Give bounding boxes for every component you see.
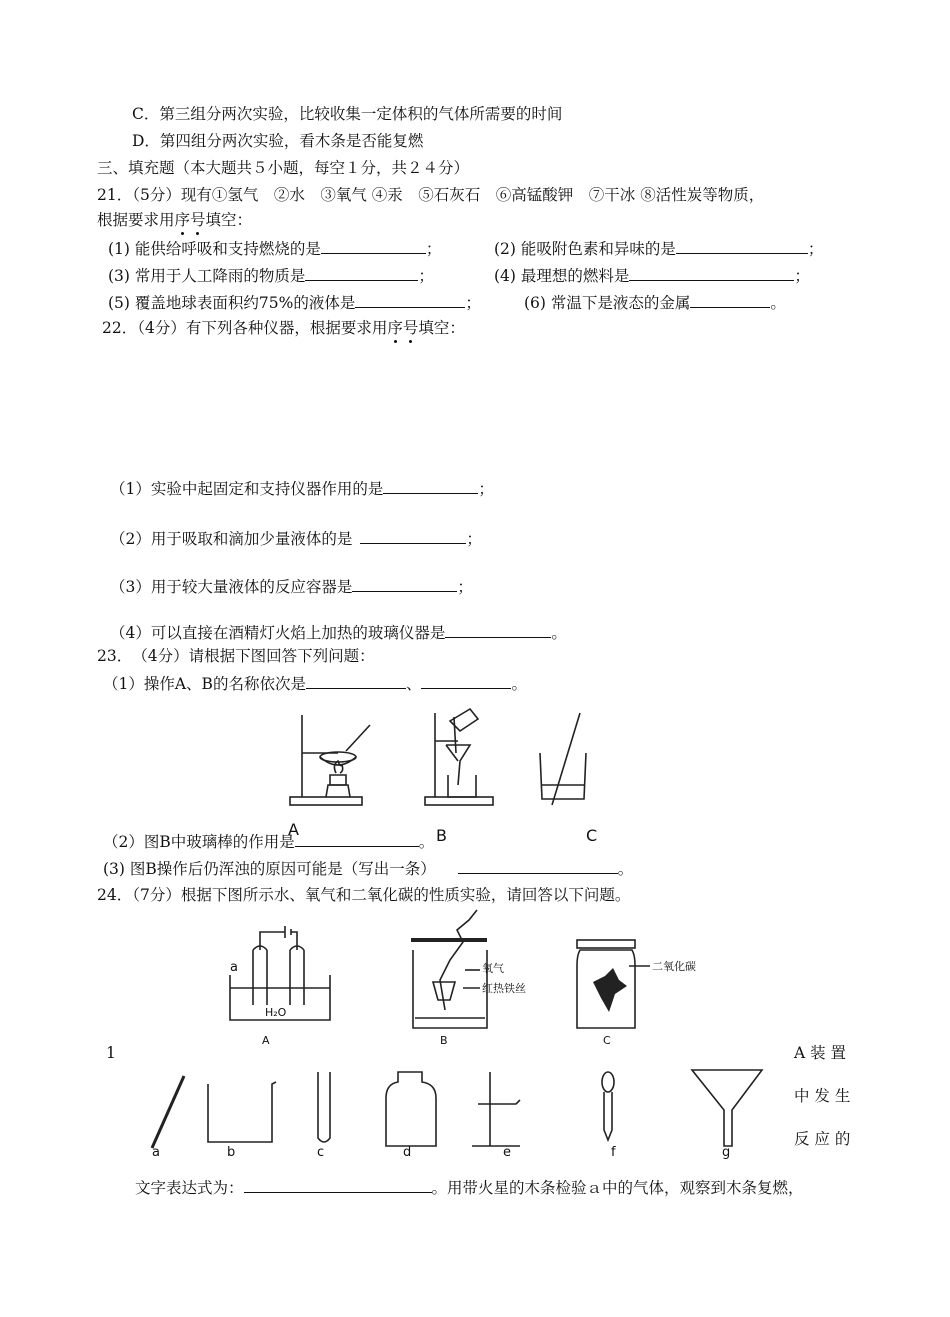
punct: ；: [807, 240, 824, 258]
q23-intro: 23． （4分）请根据下图回答下列问题：: [97, 647, 375, 665]
q23-item-3: [103, 858, 633, 879]
q24-item-number: 1: [106, 1044, 116, 1062]
q21-item-2: [494, 238, 823, 259]
punct: ；: [425, 240, 442, 258]
answer-blank[interactable]: [321, 238, 426, 254]
q24-side-text-2: 中 发 生: [794, 1087, 851, 1105]
q21-5-text: (5) 覆盖地球表面积约75%的液体是: [108, 294, 356, 312]
punct: ；: [478, 480, 494, 498]
q23-item-1: [103, 673, 527, 694]
answer-blank[interactable]: [458, 858, 618, 874]
q24-side-text-3: 反 应 的: [794, 1130, 851, 1148]
q23-3-text: (3) 图B操作后仍浑浊的原因可能是（写出一条）: [103, 860, 436, 878]
answer-blank[interactable]: [355, 292, 465, 308]
punct: 。: [551, 624, 567, 642]
answer-blank[interactable]: [676, 238, 808, 254]
answer-blank[interactable]: [244, 1177, 432, 1193]
answer-blank[interactable]: [295, 831, 419, 847]
apparatus-a: [290, 715, 370, 805]
q22-4-text: （4）可以直接在酒精灯火焰上加热的玻璃仪器是: [110, 624, 446, 642]
fig24-label-a: A: [262, 1034, 270, 1047]
punct: ；: [466, 530, 482, 548]
q23-2-text: （2）图B中玻璃棒的作用是: [103, 833, 295, 851]
emphasis-char: 号: [190, 211, 206, 229]
label-co2: 二氧化碳: [652, 960, 696, 973]
q23-item-2: [103, 831, 434, 852]
punct: 。: [617, 860, 634, 878]
q22-item-3: [110, 576, 473, 597]
q21-intro: 21．（5分）现有①氢气 ②水 ③氧气 ④汞 ⑤石灰石 ⑥高锰酸钾 ⑦干冰 ⑧活性炭等物质，: [97, 186, 765, 204]
apparatus-b: [425, 709, 493, 805]
q22-intro: [102, 318, 465, 338]
option-c: C．第三组分两次实验，比较收集一定体积的气体所需要的时间: [132, 105, 563, 123]
q22-item-4: [110, 622, 567, 643]
answer-blank[interactable]: [352, 576, 457, 592]
q21-instr-pre: 根据要求用: [97, 211, 175, 229]
fig24-label-b: B: [440, 1034, 448, 1047]
punct: 。: [770, 294, 786, 312]
fig23-label-c: C: [586, 826, 598, 845]
answer-blank[interactable]: [690, 292, 770, 308]
q21-4-text: (4) 最理想的燃料是: [494, 267, 630, 285]
answer-blank[interactable]: [306, 673, 406, 689]
emphasis-char: 序: [174, 211, 191, 229]
co2-jar-apparatus: [577, 940, 650, 1028]
instrument-label-g: g: [722, 1145, 731, 1160]
instrument-label-c: c: [317, 1145, 325, 1160]
q21-item-6: [524, 292, 786, 313]
q22-1-text: （1）实验中起固定和支持仪器作用的是: [110, 480, 384, 498]
section-3-heading: 三、填充题（本大题共５小题，每空１分，共２４分）: [97, 159, 470, 177]
punct: ；: [465, 294, 481, 312]
q24-item-1: [135, 1177, 804, 1198]
q22-post: 填空：: [418, 319, 465, 337]
q21-item-1: [108, 238, 441, 259]
instrument-label-a: a: [152, 1145, 160, 1160]
q22-3-text: （3）用于较大量液体的反应容器是: [110, 578, 353, 596]
q23-figure: [280, 705, 620, 845]
emphasis-char: 号: [402, 319, 419, 337]
q24-intro: 24．（7分）根据下图所示水、氧气和二氧化碳的性质实验，请回答以下问题。: [97, 886, 631, 904]
q21-item-3: [108, 265, 434, 286]
label-h2o: H₂O: [265, 1006, 287, 1019]
q24-figure: [225, 920, 725, 1035]
label-iron: 红热铁丝: [482, 982, 526, 995]
q21-6-text: (6) 常温下是液态的金属: [524, 294, 691, 312]
punct: 。: [511, 675, 527, 693]
q21-1-text: (1) 能供给呼吸和支持燃烧的是: [108, 240, 321, 258]
q24-last-text: 文字表达式为：: [135, 1179, 244, 1197]
instruments-figure: [140, 1070, 780, 1150]
q23-1-text: （1）操作A、B的名称依次是: [103, 675, 306, 693]
q21-3-text: (3) 常用于人工降雨的物质是: [108, 267, 306, 285]
answer-blank[interactable]: [629, 265, 794, 281]
q22-item-2: [110, 528, 482, 549]
punct: ；: [418, 267, 434, 285]
q24-last-post: 。用带火星的木条检验ａ中的气体，观察到木条复燃，: [431, 1179, 804, 1197]
label-a-tube: a: [230, 960, 238, 975]
instrument-label-e: e: [503, 1145, 511, 1160]
answer-blank[interactable]: [421, 673, 511, 689]
punct: ；: [457, 578, 473, 596]
apparatus-c: [540, 713, 586, 805]
instrument-label-f: f: [611, 1145, 616, 1160]
q21-instr-post: 填空：: [205, 211, 253, 229]
answer-blank[interactable]: [305, 265, 418, 281]
q24-side-text-1: A 装 置: [794, 1044, 847, 1062]
q21-item-4: [494, 265, 810, 286]
q22-pre: 22．（4分）有下列各种仪器，根据要求用: [102, 319, 388, 337]
q22-item-1: [110, 478, 494, 499]
punct: ；: [794, 267, 810, 285]
instrument-label-d: d: [403, 1145, 412, 1160]
iron-burning-apparatus: [411, 910, 487, 1028]
q21-item-5: [108, 292, 481, 313]
emphasis-char: 序: [387, 319, 403, 337]
punct: 。: [418, 833, 435, 851]
q21-2-text: (2) 能吸附色素和异味的是: [494, 240, 676, 258]
fig24-label-c: C: [603, 1034, 611, 1047]
fig23-label-b: B: [436, 826, 447, 845]
label-oxygen: 氧气: [482, 962, 504, 975]
fig23-label-a: A: [288, 820, 299, 839]
q22-2-text: （2）用于吸取和滴加少量液体的是: [110, 530, 353, 548]
instrument-label-b: b: [227, 1145, 236, 1160]
option-d: D．第四组分两次实验，看木条是否能复燃: [132, 132, 424, 150]
answer-blank[interactable]: [360, 528, 466, 544]
answer-blank[interactable]: [383, 478, 478, 494]
punct: 、: [405, 675, 422, 693]
q21-instruction: [97, 210, 252, 230]
answer-blank[interactable]: [445, 622, 551, 638]
